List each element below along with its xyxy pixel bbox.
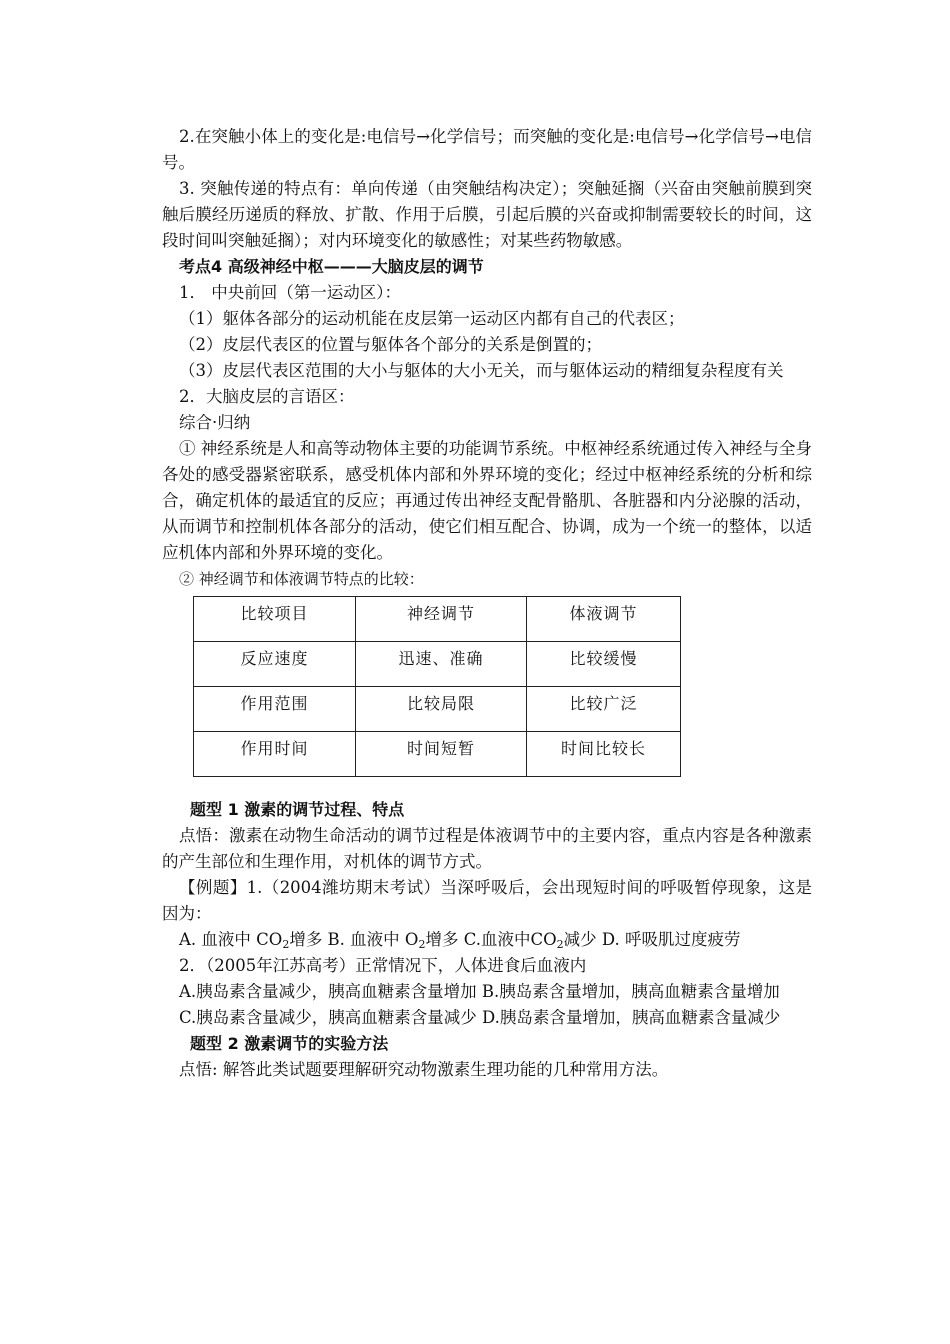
- subscript-2: 2: [282, 938, 290, 951]
- table-cell: 作用范围: [194, 687, 356, 732]
- table-header-cell: 比较项目: [194, 597, 356, 642]
- table-cell: 迅速、准确: [356, 642, 527, 687]
- paragraph-insight-1: 点悟：激素在动物生命活动的调节过程是体液调节中的主要内容，重点内容是各种激素的产生部位和生理作用，对机体的调节方式。: [162, 826, 812, 871]
- paragraph-precentral-gyrus: 1． 中央前回（第一运动区）：: [179, 283, 401, 302]
- option-c-part: 增多 C.血液中CO: [425, 930, 557, 949]
- paragraph-item-1: （1）躯体各部分的运动机能在皮层第一运动区内都有自己的代表区；: [179, 309, 685, 328]
- table-cell: 时间短暂: [356, 732, 527, 777]
- table-header-cell: 神经调节: [356, 597, 527, 642]
- paragraph-synapse-signal: 2.在突触小体上的变化是:电信号→化学信号；而突触的变化是:电信号→化学信号→电信号。: [162, 127, 812, 172]
- paragraph-table-caption: ② 神经调节和体液调节特点的比较：: [179, 570, 424, 588]
- paragraph-nervous-system: ① 神经系统是人和高等动物体主要的功能调节系统。中枢神经系统通过传入神经与全身各处的感受器紧密联系，感受机体内部和外界环境的变化；经过中枢神经系统的分析和综合，确定机体的最适宜的反应；再通过传出神经支配骨骼肌、各脏器和内分泌腺的活动，从而调节和控制机体各部分的活动，使它们相互配合、协调，成为一个统一的整体，以适应机体内部和外界环境的变化。: [162, 439, 812, 562]
- table-cell: 反应速度: [194, 642, 356, 687]
- option-d-part: 减少 D. 呼吸肌过度疲劳: [563, 930, 741, 949]
- paragraph-synapse-features: 3. 突触传递的特点有：单向传递（由突触结构决定）；突触延搁（兴奋由突触前膜到突触后膜经历递质的释放、扩散、作用于后膜，引起后膜的兴奋或抑制需要较长的时间，这段时间叫突触延搁）；对内环境变化的敏感性；对某些药物敏感。: [162, 179, 812, 250]
- table-cell: 时间比较长: [527, 732, 681, 777]
- paragraph-example-2-options-cd: C.胰岛素含量减少，胰高血糖素含量减少 D.胰岛素含量增加，胰高血糖素含量减少: [179, 1008, 781, 1027]
- option-a-part1: A. 血液中 CO: [179, 930, 283, 949]
- subscript-2: 2: [418, 938, 426, 951]
- paragraph-speech-area: 2．大脑皮层的言语区：: [179, 387, 355, 406]
- subscript-2: 2: [556, 938, 564, 951]
- paragraph-example-1-options: [162, 927, 812, 953]
- paragraph-example-2: 2．（2005年江苏高考）正常情况下，人体进食后血液内: [179, 956, 587, 975]
- heading-point-4: 考点4 高级神经中枢———大脑皮层的调节: [179, 257, 484, 276]
- paragraph-item-3: （3）皮层代表区范围的大小与躯体的大小无关，而与躯体运动的精细复杂程度有关: [179, 361, 784, 380]
- heading-type-1: 题型 1 激素的调节过程、特点: [190, 800, 405, 819]
- table-cell: 作用时间: [194, 732, 356, 777]
- paragraph-example-2-options-ab: A.胰岛素含量减少，胰高血糖素含量增加 B.胰岛素含量增加，胰高血糖素含量增加: [179, 982, 780, 1001]
- comparison-table: [193, 596, 681, 777]
- table-row: [194, 642, 681, 687]
- document-page: [162, 124, 812, 1083]
- table-cell: 比较缓慢: [527, 642, 681, 687]
- table-cell: 比较局限: [356, 687, 527, 732]
- table-row: [194, 687, 681, 732]
- paragraph-insight-2: 点悟: 解答此类试题要理解研究动物激素生理功能的几种常用方法。: [179, 1060, 669, 1079]
- table-row: [194, 597, 681, 642]
- table-row: [194, 732, 681, 777]
- paragraph-item-2: （2）皮层代表区的位置与躯体各个部分的关系是倒置的；: [179, 335, 602, 354]
- heading-type-2: 题型 2 激素调节的实验方法: [190, 1034, 389, 1053]
- paragraph-summary-label: 综合·归纳: [179, 413, 251, 432]
- paragraph-example-1: 【例题】1.（2004潍坊期末考试）当深呼吸后，会出现短时间的呼吸暂停现象，这是因为：: [162, 878, 812, 923]
- table-cell: 比较广泛: [527, 687, 681, 732]
- table-header-cell: 体液调节: [527, 597, 681, 642]
- option-a-part2: 增多 B. 血液中 O: [289, 930, 419, 949]
